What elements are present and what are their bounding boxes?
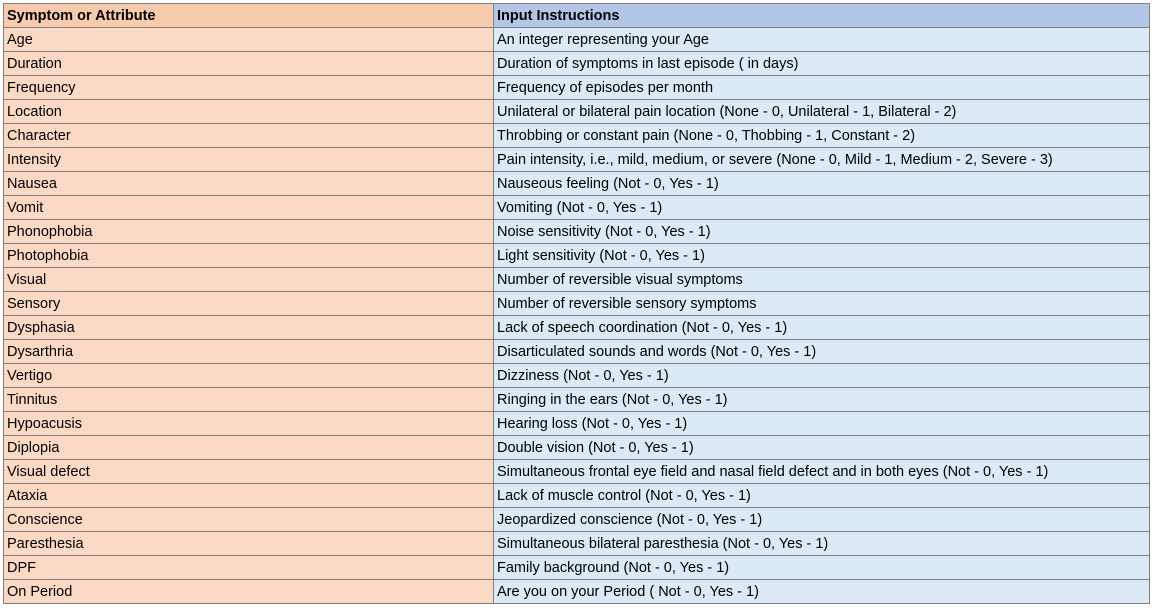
table-row bbox=[4, 100, 1150, 124]
attribute-cell[interactable]: Dysphasia bbox=[4, 316, 494, 340]
table-row bbox=[4, 316, 1150, 340]
instructions-cell[interactable]: Duration of symptoms in last episode ( in days) bbox=[494, 52, 1150, 76]
attribute-cell[interactable]: Phonophobia bbox=[4, 220, 494, 244]
instructions-cell[interactable]: Lack of speech coordination (Not - 0, Yes - 1) bbox=[494, 316, 1150, 340]
instructions-cell[interactable]: Dizziness (Not - 0, Yes - 1) bbox=[494, 364, 1150, 388]
instructions-cell[interactable]: Frequency of episodes per month bbox=[494, 76, 1150, 100]
instructions-cell[interactable]: Ringing in the ears (Not - 0, Yes - 1) bbox=[494, 388, 1150, 412]
instructions-cell[interactable]: Simultaneous frontal eye field and nasal field defect and in both eyes (Not - 0, Yes - 1) bbox=[494, 460, 1150, 484]
instructions-cell[interactable]: Number of reversible visual symptoms bbox=[494, 268, 1150, 292]
attribute-cell[interactable]: Age bbox=[4, 28, 494, 52]
attribute-cell[interactable]: Frequency bbox=[4, 76, 494, 100]
attribute-cell[interactable]: Duration bbox=[4, 52, 494, 76]
attribute-cell[interactable]: Location bbox=[4, 100, 494, 124]
attribute-cell[interactable]: Ataxia bbox=[4, 484, 494, 508]
table-row bbox=[4, 532, 1150, 556]
header-row bbox=[4, 4, 1150, 28]
table-row bbox=[4, 268, 1150, 292]
attribute-cell[interactable]: Dysarthria bbox=[4, 340, 494, 364]
table-row bbox=[4, 388, 1150, 412]
attribute-cell[interactable]: Diplopia bbox=[4, 436, 494, 460]
instructions-cell[interactable]: Vomiting (Not - 0, Yes - 1) bbox=[494, 196, 1150, 220]
header-cell-instructions[interactable]: Input Instructions bbox=[494, 4, 1150, 28]
instructions-cell[interactable]: Jeopardized conscience (Not - 0, Yes - 1) bbox=[494, 508, 1150, 532]
table-row bbox=[4, 244, 1150, 268]
header-cell-attribute[interactable]: Symptom or Attribute bbox=[4, 4, 494, 28]
table-row bbox=[4, 28, 1150, 52]
instructions-cell[interactable]: Unilateral or bilateral pain location (None - 0, Unilateral - 1, Bilateral - 2) bbox=[494, 100, 1150, 124]
instructions-cell[interactable]: Number of reversible sensory symptoms bbox=[494, 292, 1150, 316]
instructions-cell[interactable]: Simultaneous bilateral paresthesia (Not - 0, Yes - 1) bbox=[494, 532, 1150, 556]
table-row bbox=[4, 292, 1150, 316]
table-body bbox=[4, 28, 1150, 604]
table-row bbox=[4, 124, 1150, 148]
table-row bbox=[4, 556, 1150, 580]
table-row bbox=[4, 76, 1150, 100]
table-row bbox=[4, 172, 1150, 196]
instructions-cell[interactable]: Light sensitivity (Not - 0, Yes - 1) bbox=[494, 244, 1150, 268]
attribute-cell[interactable]: Intensity bbox=[4, 148, 494, 172]
instructions-cell[interactable]: Throbbing or constant pain (None - 0, Thobbing - 1, Constant - 2) bbox=[494, 124, 1150, 148]
table-row bbox=[4, 508, 1150, 532]
instructions-cell[interactable]: Disarticulated sounds and words (Not - 0, Yes - 1) bbox=[494, 340, 1150, 364]
attribute-cell[interactable]: On Period bbox=[4, 580, 494, 604]
instructions-cell[interactable]: Nauseous feeling (Not - 0, Yes - 1) bbox=[494, 172, 1150, 196]
attribute-cell[interactable]: Vomit bbox=[4, 196, 494, 220]
attribute-cell[interactable]: Visual defect bbox=[4, 460, 494, 484]
table-row bbox=[4, 148, 1150, 172]
attribute-cell[interactable]: DPF bbox=[4, 556, 494, 580]
instructions-cell[interactable]: Pain intensity, i.e., mild, medium, or severe (None - 0, Mild - 1, Medium - 2, Severe - 3) bbox=[494, 148, 1150, 172]
attribute-cell[interactable]: Visual bbox=[4, 268, 494, 292]
attribute-cell[interactable]: Sensory bbox=[4, 292, 494, 316]
table-row bbox=[4, 484, 1150, 508]
table-row bbox=[4, 364, 1150, 388]
attribute-cell[interactable]: Photophobia bbox=[4, 244, 494, 268]
instructions-cell[interactable]: Double vision (Not - 0, Yes - 1) bbox=[494, 436, 1150, 460]
table-row bbox=[4, 340, 1150, 364]
attribute-cell[interactable]: Vertigo bbox=[4, 364, 494, 388]
table-row bbox=[4, 220, 1150, 244]
table-row bbox=[4, 436, 1150, 460]
instructions-cell[interactable]: Family background (Not - 0, Yes - 1) bbox=[494, 556, 1150, 580]
table-row bbox=[4, 196, 1150, 220]
symptom-input-table bbox=[3, 3, 1150, 604]
table-row bbox=[4, 460, 1150, 484]
instructions-cell[interactable]: Noise sensitivity (Not - 0, Yes - 1) bbox=[494, 220, 1150, 244]
attribute-cell[interactable]: Tinnitus bbox=[4, 388, 494, 412]
table-row bbox=[4, 412, 1150, 436]
attribute-cell[interactable]: Hypoacusis bbox=[4, 412, 494, 436]
instructions-cell[interactable]: Are you on your Period ( Not - 0, Yes - 1) bbox=[494, 580, 1150, 604]
table-row bbox=[4, 52, 1150, 76]
instructions-cell[interactable]: Lack of muscle control (Not - 0, Yes - 1) bbox=[494, 484, 1150, 508]
instructions-cell[interactable]: An integer representing your Age bbox=[494, 28, 1150, 52]
attribute-cell[interactable]: Paresthesia bbox=[4, 532, 494, 556]
attribute-cell[interactable]: Character bbox=[4, 124, 494, 148]
attribute-cell[interactable]: Nausea bbox=[4, 172, 494, 196]
instructions-cell[interactable]: Hearing loss (Not - 0, Yes - 1) bbox=[494, 412, 1150, 436]
table-row bbox=[4, 580, 1150, 604]
attribute-cell[interactable]: Conscience bbox=[4, 508, 494, 532]
